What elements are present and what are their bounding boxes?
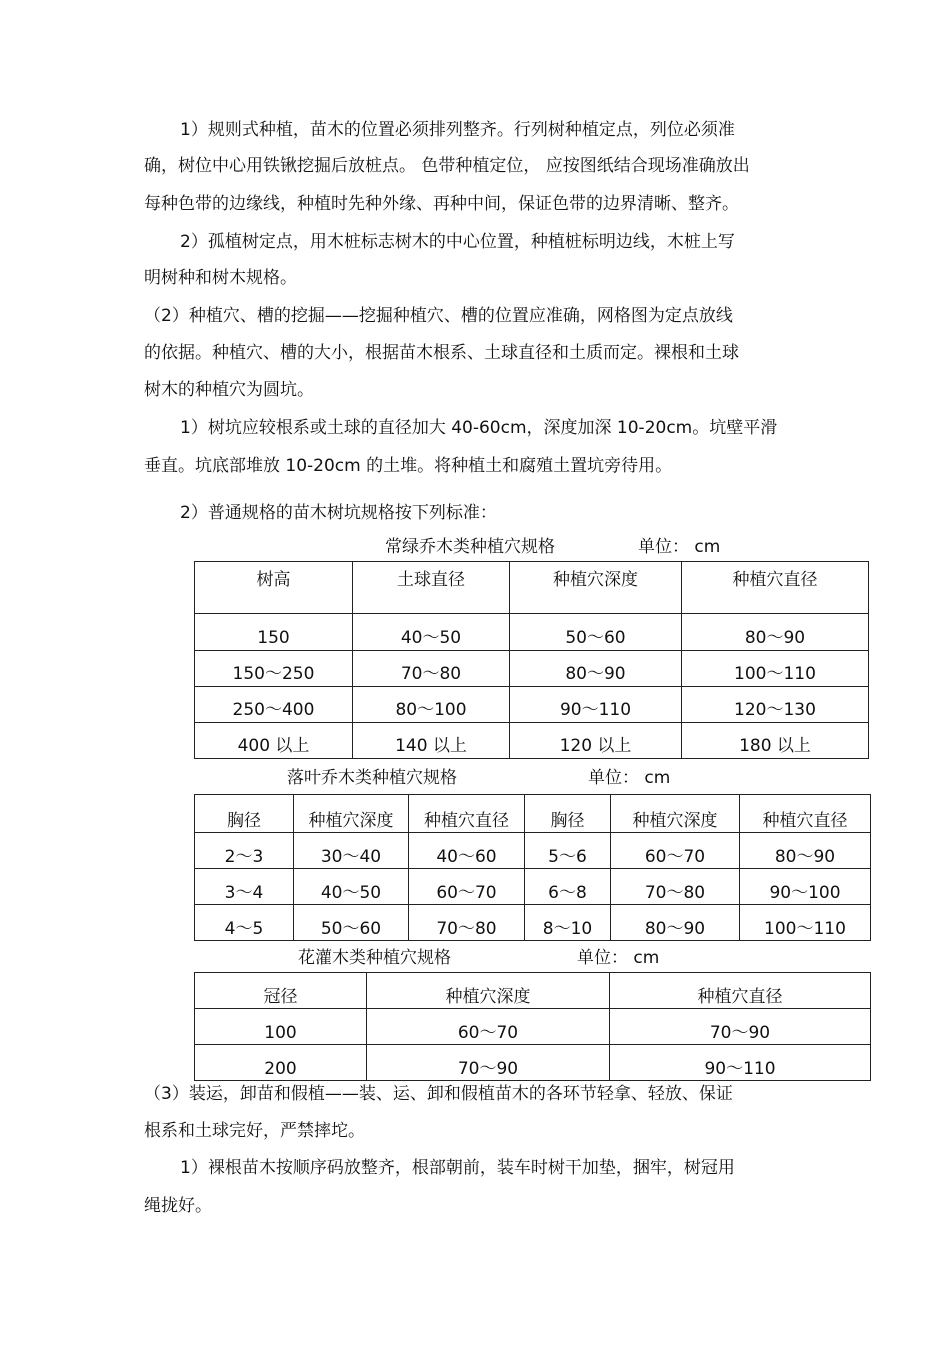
table-cell: 180 以上 — [682, 723, 869, 759]
table-header-cell: 种植穴直径 — [740, 795, 871, 833]
table-cell: 50～60 — [294, 905, 409, 941]
table-cell: 40～60 — [409, 833, 525, 869]
table-header-cell: 冠径 — [195, 973, 367, 1009]
table-cell: 140 以上 — [353, 723, 510, 759]
evergreen-tree-pit-table — [194, 561, 869, 759]
table-cell: 8～10 — [525, 905, 611, 941]
table-cell: 250～400 — [195, 687, 353, 723]
table2-unit: 单位： cm — [588, 768, 671, 788]
table-cell: 6～8 — [525, 869, 611, 905]
table-cell: 70～90 — [610, 1009, 871, 1045]
table-header-cell: 种植穴直径 — [610, 973, 871, 1009]
table-cell: 40～50 — [353, 614, 510, 651]
table-header-cell: 胸径 — [195, 795, 294, 833]
table-cell: 80～100 — [353, 687, 510, 723]
table-cell: 70～90 — [367, 1045, 610, 1081]
deciduous-tree-pit-table — [194, 794, 871, 941]
table-header-cell: 种植穴深度 — [510, 562, 682, 614]
table-header-cell: 种植穴直径 — [409, 795, 525, 833]
table-cell: 90～100 — [740, 869, 871, 905]
table-cell: 90～110 — [610, 1045, 871, 1081]
table-cell: 80～90 — [682, 614, 869, 651]
table-header-cell: 种植穴深度 — [611, 795, 740, 833]
table-cell: 2～3 — [195, 833, 294, 869]
table-header-cell: 种植穴深度 — [294, 795, 409, 833]
table-cell: 60～70 — [367, 1009, 610, 1045]
paragraph-line: 根系和土球完好，严禁摔坨。 — [144, 1121, 365, 1141]
paragraph-line: 每种色带的边缘线，种植时先种外缘、再种中间，保证色带的边界清晰、整齐。 — [144, 194, 739, 214]
table-header-cell: 树高 — [195, 562, 353, 614]
paragraph-line: 1）树坑应较根系或土球的直径加大 40-60cm，深度加深 10-20cm。坑壁平滑 — [180, 418, 778, 438]
paragraph-line: 明树种和树木规格。 — [144, 268, 297, 288]
table3-title: 花灌木类种植穴规格 — [298, 948, 451, 968]
shrub-pit-table — [194, 972, 871, 1081]
table-cell: 60～70 — [611, 833, 740, 869]
table-cell: 200 — [195, 1045, 367, 1081]
table-cell: 120～130 — [682, 687, 869, 723]
table-cell: 5～6 — [525, 833, 611, 869]
table3-unit: 单位： cm — [577, 948, 660, 968]
paragraph-line: 1）规则式种植，苗木的位置必须排列整齐。行列树种植定点，列位必须准 — [180, 120, 735, 140]
paragraph-line: 确，树位中心用铁锹挖掘后放桩点。 色带种植定位， 应按图纸结合现场准确放出 — [144, 156, 750, 176]
table-cell: 150～250 — [195, 651, 353, 687]
table-cell: 3～4 — [195, 869, 294, 905]
table-header-cell: 胸径 — [525, 795, 611, 833]
table-cell: 50～60 — [510, 614, 682, 651]
table-cell: 90～110 — [510, 687, 682, 723]
table-cell: 100～110 — [682, 651, 869, 687]
table2-title: 落叶乔木类种植穴规格 — [287, 768, 457, 788]
table-cell: 70～80 — [409, 905, 525, 941]
table-cell: 40～50 — [294, 869, 409, 905]
table-cell: 100～110 — [740, 905, 871, 941]
paragraph-line: （3）装运，卸苗和假植——装、运、卸和假植苗木的各环节轻拿、轻放、保证 — [144, 1084, 733, 1104]
table-cell: 80～90 — [740, 833, 871, 869]
paragraph-line: 2）孤植树定点，用木桩标志树木的中心位置，种植桩标明边线，木桩上写 — [180, 232, 735, 252]
table-header-cell: 种植穴深度 — [367, 973, 610, 1009]
paragraph-line: 垂直。坑底部堆放 10-20cm 的土堆。将种植土和腐殖土置坑旁待用。 — [144, 456, 673, 476]
table-cell: 30～40 — [294, 833, 409, 869]
table-header-cell: 种植穴直径 — [682, 562, 869, 614]
paragraph-line: 2）普通规格的苗木树坑规格按下列标准： — [180, 503, 497, 523]
paragraph-line: 树木的种植穴为圆坑。 — [144, 380, 314, 400]
paragraph-line: 的依据。种植穴、槽的大小，根据苗木根系、土球直径和土质而定。裸根和土球 — [144, 343, 739, 363]
paragraph-line: （2）种植穴、槽的挖掘——挖掘种植穴、槽的位置应准确，网格图为定点放线 — [144, 306, 733, 326]
table-cell: 120 以上 — [510, 723, 682, 759]
table-cell: 80～90 — [510, 651, 682, 687]
table-header-cell: 土球直径 — [353, 562, 510, 614]
table-cell: 80～90 — [611, 905, 740, 941]
table-cell: 70～80 — [353, 651, 510, 687]
table-cell: 60～70 — [409, 869, 525, 905]
table1-title: 常绿乔木类种植穴规格 — [385, 537, 555, 557]
table-cell: 4～5 — [195, 905, 294, 941]
table-cell: 400 以上 — [195, 723, 353, 759]
paragraph-line: 绳拢好。 — [144, 1196, 212, 1216]
table-cell: 70～80 — [611, 869, 740, 905]
table-cell: 100 — [195, 1009, 367, 1045]
paragraph-line: 1）裸根苗木按顺序码放整齐，根部朝前，装车时树干加垫，捆牢，树冠用 — [180, 1158, 735, 1178]
table-cell: 150 — [195, 614, 353, 651]
table1-unit: 单位： cm — [638, 537, 721, 557]
